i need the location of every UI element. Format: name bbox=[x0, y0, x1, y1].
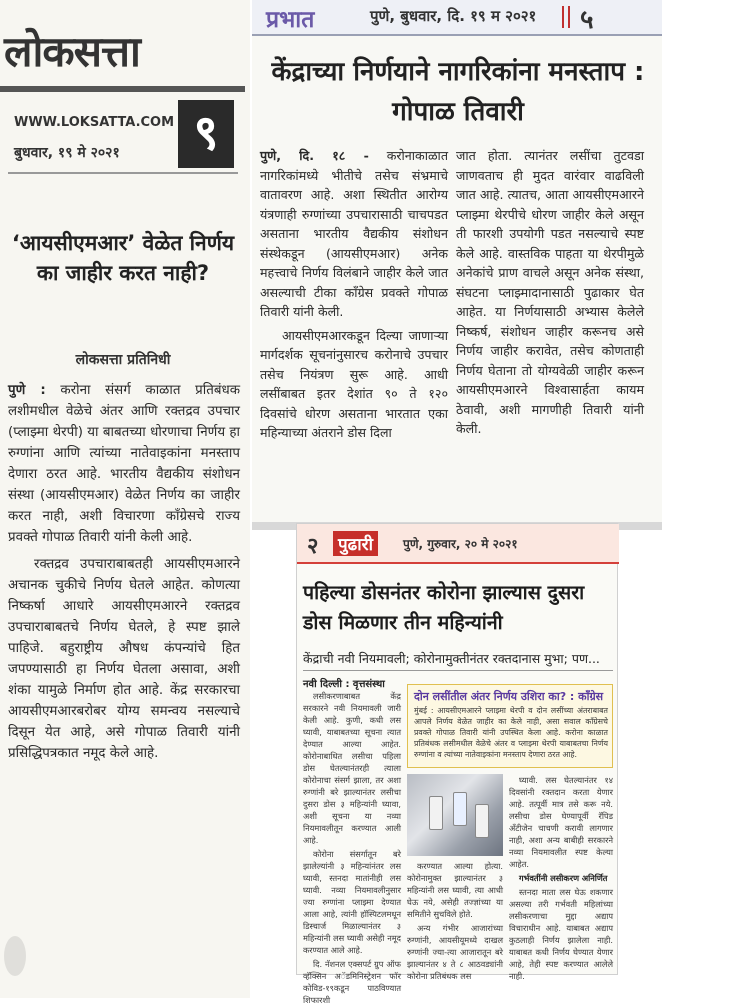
sidebar-box-title: दोन लसींतील अंतर निर्णय उशिरा का? : काँग्रेस bbox=[414, 690, 604, 703]
prabhat-column-2 bbox=[456, 146, 644, 443]
article-subheading: गर्भवतींनी लसीकरण अनिर्णित bbox=[519, 873, 608, 883]
vaccine-vials-photo bbox=[407, 774, 503, 856]
pudhari-clipping bbox=[296, 523, 618, 1005]
pudhari-dateline: नवी दिल्ली : वृत्तसंस्था bbox=[303, 679, 385, 690]
vial-icon bbox=[429, 796, 443, 830]
prabhat-page-number: ५ bbox=[580, 5, 594, 35]
dateline: पुणे : bbox=[8, 383, 46, 398]
loksatta-page-number: ९ bbox=[178, 100, 234, 168]
loksatta-date: बुधवार, १९ मे २०२१ bbox=[14, 145, 120, 161]
dateline: पुणे, दि. १८ - bbox=[260, 148, 369, 163]
vial-icon bbox=[475, 804, 489, 838]
prabhat-logo: प्रभात bbox=[266, 6, 315, 33]
article-paragraph: पुणे, दि. १८ - करोनाकाळात नागरिकांमध्ये भीतीचे तसेच संभ्रमाचे वातावरण आहे. अशा स्थितीत आरोग्य यंत्रणाही रुग्णांच्या उपचारासाठी चाचपडत असताना भारतीय वैद्यकीय संशोधन संस्थेकडून (आयसीएमआर) अनेक महत्त्वाचे निर्णय विलंबाने जाहीर केले जात असल्याची टीका काँग्रेस प्रवक्ते गोपाळ तिवारी यांनी केली. bbox=[260, 148, 448, 319]
loksatta-website: WWW.LOKSATTA.COM bbox=[14, 115, 175, 130]
header-separator bbox=[562, 6, 570, 28]
pudhari-headline: पहिल्या डोसनंतर कोरोना झाल्यास दुसरा डोस मिळणार तीन महिन्यांनी bbox=[303, 581, 585, 634]
article-paragraph: आयसीएमआरकडून दिल्या जाणाऱ्या मार्गदर्शक सूचनांनुसारच करोनाचे उपचार तसेच नियंत्रण सुरू आहे. आधी लसींबाबत इतर देशांत ९० ते १२० दिवसांचे धोरण असताना भारतात एका महिन्याच्या अंतराने डोस दिला bbox=[260, 327, 448, 440]
article-paragraph: लसीकरणाबाबत केंद्र सरकारने नवी नियमावली जारी केली आहे. कुणी, कधी लस घ्यावी, याबाबतच्या सूचना त्यात देण्यात आल्या आहेत. कोरोनाबाधित लसीचा पहिला डोस घेतल्यानंतरही त्याला कोरोनाचा संसर्ग झाला, तर अशा रुग्णांनी बरे झाल्यानंतर लसीचा दुसरा डोस ३ महिन्यांनी घ्यावा, अशी सूचना या नव्या नियमावलीतून करण्यात आली आहे. bbox=[303, 691, 401, 845]
prabhat-clipping bbox=[252, 0, 662, 530]
vial-icon bbox=[453, 792, 467, 826]
pudhari-column-2 bbox=[407, 860, 503, 984]
prabhat-header bbox=[252, 0, 662, 36]
prabhat-headline: केंद्राच्या निर्णयाने नागरिकांना मनस्ताप : गोपाळ तिवारी bbox=[271, 57, 645, 127]
loksatta-article-body bbox=[8, 380, 240, 770]
loksatta-byline: लोकसत्ता प्रतिनिधी bbox=[75, 352, 171, 368]
article-paragraph: अन्य गंभीर आजारांच्या रुग्णांनी, आयसीयूमध्ये दाखल रुग्णांनी ज्या-त्या आजारातून बरे झाल्यानंतर ४ ते ८ आठवड्यांनी कोरोना प्रतिबंधक लस bbox=[407, 923, 503, 981]
section-divider bbox=[8, 172, 238, 174]
pudhari-header bbox=[297, 524, 619, 564]
pudhari-column-3 bbox=[509, 774, 613, 984]
pudhari-subheadline: केंद्राची नवी नियमावली; कोरोनामुक्तीनंतर रक्तदानास मुभा; पण... bbox=[303, 651, 600, 666]
article-paragraph: दि. नॅशनल एक्सपर्ट ग्रुप ऑफ व्हॅक्सिन अॅडमिनिस्ट्रेशन फॉर कोविड-१९कडून पाठविण्यात शिफारशी bbox=[303, 959, 401, 1005]
article-paragraph: करण्यात आल्या होत्या. कोरोनामुक्त झाल्यानंतर ३ महिन्यांनी लस घ्यावी, त्या आधी घेऊ नये, असेही तज्ज्ञांच्या या समितीने सुचविले होते. bbox=[407, 861, 503, 919]
sidebar-box-body: मुंबई : आयसीएमआरने प्लाझ्मा थेरपी व दोन लसींच्या अंतराबाबत आपले निर्णय वेळेत जाहीर का केले नाही, असा सवाल काँग्रेसचे प्रवक्ते गोपाळ तिवारी यांनी उपस्थित केला आहे. करोना काळात प्रतिबंधक लसीमधील वेळेचे अंतर व प्लाझ्मा थेरपी याबाबतचा निर्णय रुग्णांना व त्यांच्या नातेवाइकांना मनस्ताप देणारा ठरत आहे. bbox=[414, 706, 608, 759]
loksatta-clipping bbox=[0, 0, 250, 998]
pudhari-page-number: २ bbox=[307, 534, 319, 559]
congress-sidebar-box bbox=[407, 684, 613, 768]
article-paragraph: पुणे : करोना संसर्ग काळात प्रतिबंधक लशीमधील वेळेचे अंतर आणि रक्तद्रव उपचार (प्लाझ्मा थेरपी) या बाबतच्या धोरणाचा निर्णय हा रुग्णांना आणि त्यांच्या नातेवाइकांना मनस्ताप देणारा ठरत आहे. भारतीय वैद्यकीय संशोधन संस्था (आयसीएमआर) वेळेत निर्णय का जाहीर करत नाही, अशी विचारणा काँग्रेसचे राज्य प्रवक्ते गोपाळ तिवारी यांनी केली आहे. bbox=[8, 383, 240, 545]
section-divider bbox=[303, 670, 613, 671]
masthead-divider bbox=[0, 86, 245, 92]
article-paragraph: रक्तद्रव उपचाराबाबतही आयसीएमआरने अचानक चुकीचे निर्णय घेतले आहेत. कोणत्या निष्कर्षा आधारे आयसीएमआरने रक्तद्रव उपचाराबाबतचे निर्णय घेतले, हे स्पष्ट झाले पाहिजे. बहुराष्ट्रीय औषध कंपन्यांचे हित जपण्यासाठी हा निर्णय घेतला असावा, अशी शंका यामुळे निर्माण होत आहे. केंद्र सरकारचा आयसीएमआरबरोबर योग्य समन्वय नसल्याचे दिसून येत आहे, असे गोपाळ तिवारी यांनी प्रसिद्धिपत्रकात नमूद केले आहे. bbox=[8, 557, 240, 761]
pudhari-date: पुणे, गुरुवार, २० मे २०२१ bbox=[403, 537, 518, 551]
article-paragraph: जात होता. त्यानंतर लसींचा तुटवडा जाणवताच ही मुदत वारंवार वाढविली जात आहे. त्यातच, आता आयसीएमआरने प्लाझ्मा थेरपीचे धोरण जाहीर केले असून ती फारशी उपयोगी पडत नसल्याचे स्पष्ट केले आहे. वास्तविक पाहता या थेरपीमुळे अनेकांचे प्राण वाचले असून अनेक संस्था, संघटना प्लाझ्मादानासाठी पुढाकार घेत आहेत. या निर्णयासाठी अभ्यास केलेले निष्कर्ष, संशोधन जाहीर करूनच असे निर्णय जाहीर करावेत, तसेच कोणताही निर्णय घेताना तो योग्यवेळी जाहीर करून आयसीएमआरने विश्वासार्हता कायम ठेवावी, अशी मागणीही तिवारी यांनी केली. bbox=[456, 148, 644, 436]
pudhari-column-1 bbox=[303, 690, 401, 1008]
prabhat-column-1 bbox=[260, 146, 448, 447]
scan-smudge bbox=[4, 936, 26, 976]
loksatta-headline: ‘आयसीएमआर’ वेळेत निर्णय का जाहीर करत नाही? bbox=[11, 231, 235, 285]
prabhat-date: पुणे, बुधवार, दि. १९ म २०२१ bbox=[370, 7, 537, 25]
loksatta-masthead: लोकसत्ता bbox=[4, 27, 140, 76]
article-paragraph: कोरोना संसर्गातून बरे झालेल्यांनी ३ महिन्यांनंतर लस घ्यावी, स्तनदा मातांनीही लस घ्यावी. नव्या नियमावलीनुसार ज्या रुग्णांना प्लाझ्मा देण्यात आला आहे, त्यांनी हॉस्पिटलमधून डिस्चार्ज मिळाल्यानंतर ३ महिन्यांनी लस घ्यावी असेही नमूद करण्यात आले आहे. bbox=[303, 849, 401, 955]
pudhari-logo: पुढारी bbox=[333, 531, 378, 556]
article-paragraph: स्तनदा माता लस घेऊ शकणार असल्या तरी गर्भवती महिलांच्या लसीकरणाचा मुद्दा अद्याप विचाराधीन आहे. याबाबत अद्याप कुठलाही निर्णय झालेला नाही. याबाबत कधी निर्णय घेण्यात येणार आहे, तेही स्पष्ट करण्यात आलेले नाही. bbox=[509, 887, 613, 981]
article-paragraph: घ्यावी. लस घेतल्यानंतर १४ दिवसांनी रक्तदान करता येणार आहे. तत्पूर्वी मात्र तसे करू नये. लसीचा डोस घेण्यापूर्वी रॅपिड अँटीजेन चाचणी करावी लागणार नाही, अशा अन्य बाबीही सरकारने नव्या नियमावलीत स्पष्ट केल्या आहेत. bbox=[509, 775, 613, 869]
